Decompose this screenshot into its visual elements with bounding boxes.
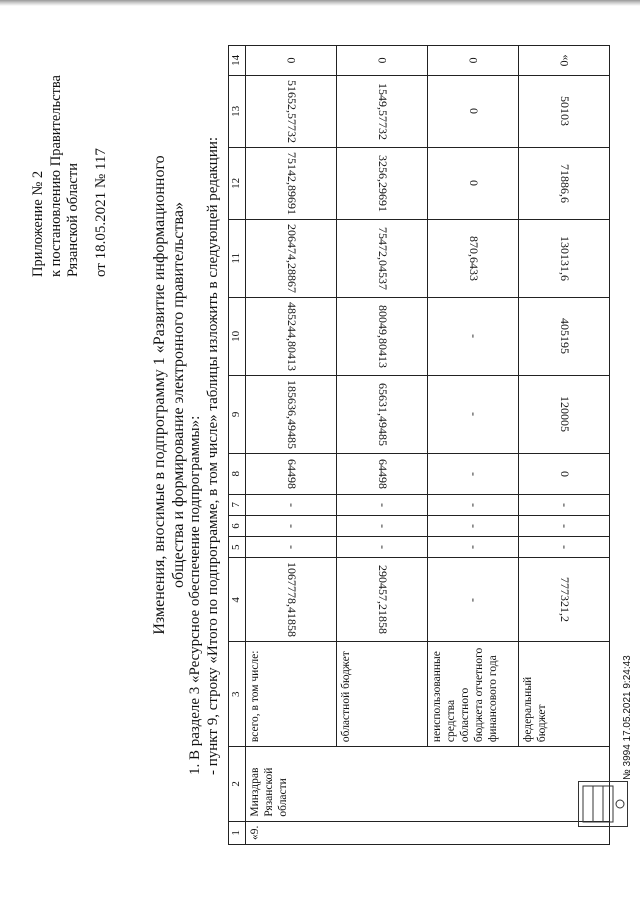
value-cell: - [428,515,519,536]
value-cell: 206474,28867 [246,219,337,297]
value-cell: 50103 [519,75,610,147]
col-header: 4 [229,558,246,642]
value-cell: 75472,04537 [337,219,428,297]
appendix-block [30,7,110,277]
col-header: 14 [229,46,246,76]
value-cell: - [519,537,610,558]
document-title [150,115,188,675]
value-cell: - [246,515,337,536]
col-header: 8 [229,453,246,494]
title-line-1: Изменения, вносимые в подпрограмму 1 «Развитие информационного [151,155,168,635]
value-cell: - [337,537,428,558]
col-header: 9 [229,375,246,453]
intro-line-1: 1. В разделе 3 «Ресурсное обеспечение подпрограммы»: [187,415,203,775]
appendix-line-2: к постановлению Правительства [47,75,64,277]
value-cell: - [337,494,428,515]
value-cell: - [428,494,519,515]
col-header: 11 [229,219,246,297]
funding-table [228,45,610,845]
value-cell: - [337,515,428,536]
value-cell: 80049,80413 [337,297,428,375]
table-header-row [229,46,246,845]
row-label: неиспользованные средства областного бюджета отчетного финансового года [428,642,519,747]
value-cell: 870,6433 [428,219,519,297]
value-cell: - [246,537,337,558]
table-row [337,46,428,845]
row-label: федеральный бюджет [519,642,610,747]
col-header: 13 [229,75,246,147]
intro-text [186,15,222,775]
col-header: 1 [229,821,246,844]
col-header: 10 [229,297,246,375]
value-cell: 130131,6 [519,219,610,297]
value-cell: 0 [246,46,337,76]
title-line-2: общества и формирование электронного правительства» [170,202,187,588]
table-row [519,46,610,845]
value-cell: 1067778,41858 [246,558,337,642]
value-cell: 75142,89691 [246,147,337,219]
col-header: 5 [229,537,246,558]
registration-footer: № 3994 17.05.2021 9:24:43 [622,655,633,780]
value-cell: 51652,57732 [246,75,337,147]
row-number: «9. [246,821,610,844]
value-cell: 3256,29691 [337,147,428,219]
value-cell: 777321,2 [519,558,610,642]
value-cell: 0 [428,75,519,147]
value-cell: 0 [428,46,519,76]
value-cell: 0 [428,147,519,219]
value-cell: - [428,558,519,642]
appendix-line-3: Рязанской области [65,163,81,277]
col-header: 3 [229,642,246,747]
executor-cell: Минздрав Рязанской области [246,747,610,822]
value-cell: 64498 [246,453,337,494]
col-header: 7 [229,494,246,515]
value-cell: 65631,49485 [337,375,428,453]
value-cell: 405195 [519,297,610,375]
value-cell: - [519,515,610,536]
value-cell: - [519,494,610,515]
value-cell: - [428,453,519,494]
value-cell: - [246,494,337,515]
col-header: 12 [229,147,246,219]
col-header: 6 [229,515,246,536]
stamp-icon [579,782,627,826]
value-cell: 64498 [337,453,428,494]
value-cell: - [428,537,519,558]
value-cell: - [428,297,519,375]
value-cell: 0 [337,46,428,76]
appendix-line-1: Приложение № 2 [30,170,46,277]
value-cell: 290457,21858 [337,558,428,642]
intro-line-2: - пункт 9, строку «Итого по подпрограмме, в том числе» таблицы изложить в следующей редакции: [205,136,221,775]
value-cell: 71886,6 [519,147,610,219]
row-label: всего, в том числе: [246,642,337,747]
row-label: областной бюджет [337,642,428,747]
value-cell: 120005 [519,375,610,453]
appendix-date: от 18.05.2021 № 117 [92,148,109,277]
value-cell: 1549,57732 [337,75,428,147]
table-row [246,46,337,845]
value-cell: 0» [519,46,610,76]
col-header: 2 [229,747,246,822]
value-cell: - [428,375,519,453]
table-row [428,46,519,845]
registry-stamp-logo [578,781,628,827]
value-cell: 0 [519,453,610,494]
value-cell: 485244,80413 [246,297,337,375]
value-cell: 185636,49485 [246,375,337,453]
